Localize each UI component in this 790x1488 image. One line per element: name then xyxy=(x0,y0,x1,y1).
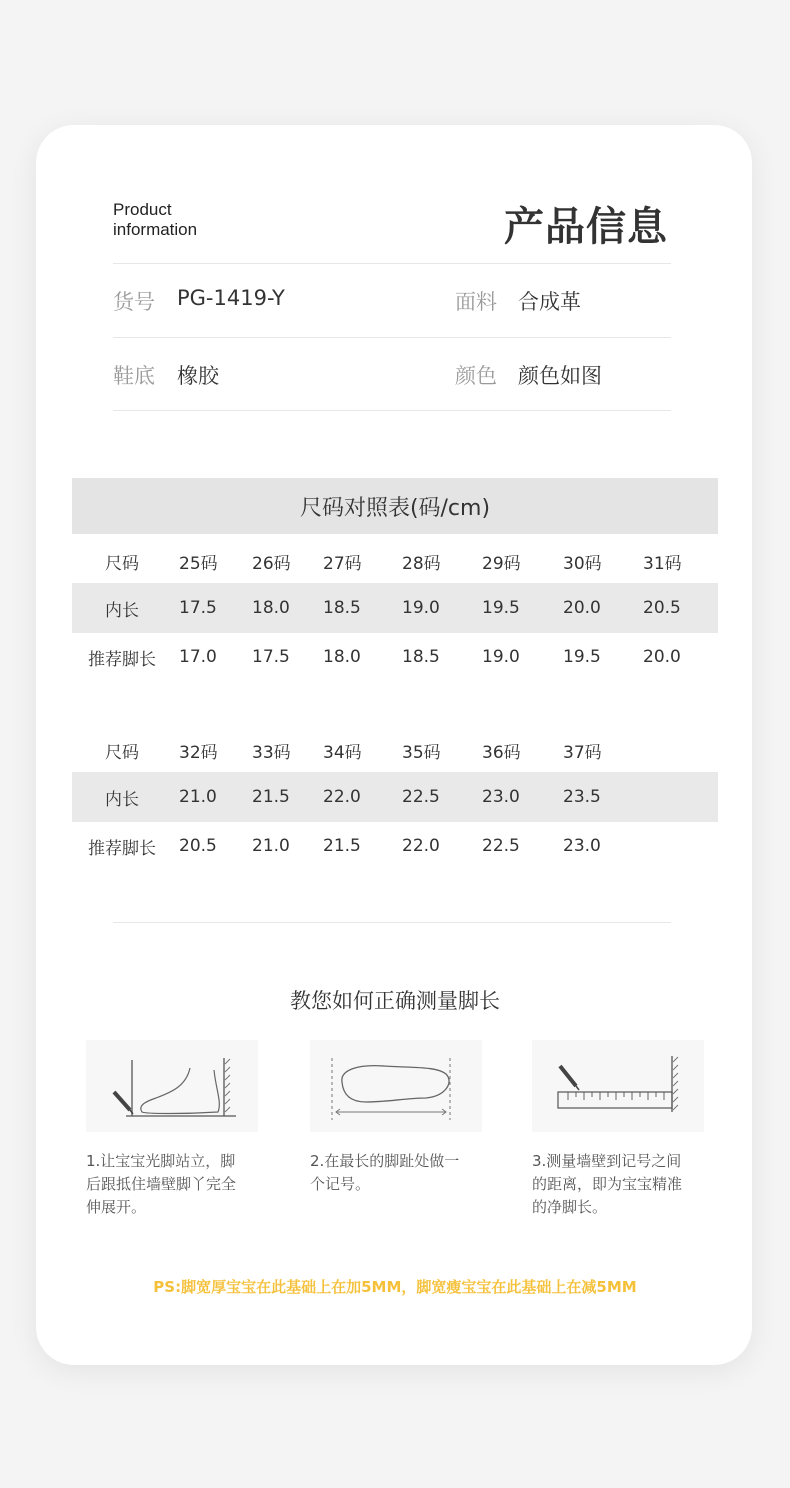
ps-note: PS:脚宽厚宝宝在此基础上在加5MM，脚宽瘦宝宝在此基础上在减5MM xyxy=(153,1278,637,1296)
table-cell: 18.5 xyxy=(323,598,361,618)
table-cell: 17.0 xyxy=(179,647,217,667)
step3-text xyxy=(532,1150,710,1219)
table-cell: 19.5 xyxy=(563,647,601,667)
step2-text xyxy=(310,1150,488,1196)
table-cell: 21.5 xyxy=(252,787,290,807)
title-chinese: 产品信息 xyxy=(504,204,668,250)
divider xyxy=(113,337,671,338)
table-cell: 20.0 xyxy=(563,598,601,618)
table-cell: 23.5 xyxy=(563,787,601,807)
table-cell: 34码 xyxy=(323,742,362,763)
title-english xyxy=(113,200,197,240)
row-label-inner: 内长 xyxy=(105,600,139,621)
table-cell: 33码 xyxy=(252,742,291,763)
footprint-outline-icon xyxy=(310,1040,482,1132)
step-text-line: 的距离，即为宝宝精准 xyxy=(532,1175,683,1193)
sole-label: 鞋底 xyxy=(113,364,155,388)
table-cell: 22.5 xyxy=(482,836,520,856)
table-cell: 23.0 xyxy=(482,787,520,807)
step-text-line: 1.让宝宝光脚站立，脚 xyxy=(86,1152,236,1170)
item-no-label: 货号 xyxy=(113,290,155,314)
table-cell: 19.5 xyxy=(482,598,520,618)
step-text-line: 伸展开。 xyxy=(86,1198,147,1216)
table-cell: 21.0 xyxy=(179,787,217,807)
row-label-inner: 内长 xyxy=(105,789,139,810)
table-cell: 21.0 xyxy=(252,836,290,856)
table-cell: 19.0 xyxy=(402,598,440,618)
row-label-foot: 推荐脚长 xyxy=(88,649,156,670)
table-cell: 22.0 xyxy=(402,836,440,856)
table-cell: 18.0 xyxy=(252,598,290,618)
table-cell: 20.0 xyxy=(643,647,681,667)
divider xyxy=(113,410,671,411)
table-cell: 26码 xyxy=(252,553,291,574)
title-english-line1: Product xyxy=(113,200,172,219)
step1-illustration xyxy=(86,1040,258,1132)
sole-value: 橡胶 xyxy=(177,364,219,388)
table-cell: 18.5 xyxy=(402,647,440,667)
table-cell: 20.5 xyxy=(179,836,217,856)
size-row xyxy=(72,725,718,775)
table-cell: 27码 xyxy=(323,553,362,574)
table-cell: 17.5 xyxy=(179,598,217,618)
step-text-line: 个记号。 xyxy=(310,1175,371,1193)
table-cell: 32码 xyxy=(179,742,218,763)
table-cell: 17.5 xyxy=(252,647,290,667)
table-cell: 29码 xyxy=(482,553,521,574)
table-cell: 20.5 xyxy=(643,598,681,618)
row-label-foot: 推荐脚长 xyxy=(88,838,156,859)
row-label-size: 尺码 xyxy=(105,553,139,574)
table-cell: 25码 xyxy=(179,553,218,574)
ruler-measure-icon xyxy=(532,1040,704,1132)
table-cell: 37码 xyxy=(563,742,602,763)
table-cell: 22.5 xyxy=(402,787,440,807)
color-label: 颜色 xyxy=(455,364,497,388)
material-label: 面料 xyxy=(455,290,497,314)
table-cell: 36码 xyxy=(482,742,521,763)
table-cell: 18.0 xyxy=(323,647,361,667)
table-cell: 19.0 xyxy=(482,647,520,667)
table-cell: 22.0 xyxy=(323,787,361,807)
color-value: 颜色如图 xyxy=(518,364,602,388)
table-cell: 31码 xyxy=(643,553,682,574)
table-cell: 35码 xyxy=(402,742,441,763)
foot-against-wall-icon xyxy=(86,1040,258,1132)
divider xyxy=(113,263,671,264)
step1-text xyxy=(86,1150,264,1219)
table-cell: 30码 xyxy=(563,553,602,574)
item-no-value: PG-1419-Y xyxy=(177,286,285,310)
step3-illustration xyxy=(532,1040,704,1132)
size-table-title: 尺码对照表(码/cm) xyxy=(72,478,718,534)
inner-length-row xyxy=(72,772,718,822)
row-label-size: 尺码 xyxy=(105,742,139,763)
step2-illustration xyxy=(310,1040,482,1132)
title-english-line2: information xyxy=(113,220,198,239)
table-cell: 21.5 xyxy=(323,836,361,856)
table-cell: 23.0 xyxy=(563,836,601,856)
step-text-line: 2.在最长的脚趾处做一 xyxy=(310,1152,460,1170)
inner-length-row xyxy=(72,583,718,633)
table-cell: 28码 xyxy=(402,553,441,574)
step-text-line: 3.测量墙壁到记号之间 xyxy=(532,1152,682,1170)
foot-length-row xyxy=(72,821,718,871)
size-row xyxy=(72,536,718,586)
step-text-line: 的净脚长。 xyxy=(532,1198,608,1216)
divider xyxy=(113,922,671,923)
foot-length-row xyxy=(72,632,718,682)
measure-section-title: 教您如何正确测量脚长 xyxy=(290,989,500,1013)
material-value: 合成革 xyxy=(518,290,581,314)
step-text-line: 后跟抵住墙壁脚丫完全 xyxy=(86,1175,237,1193)
